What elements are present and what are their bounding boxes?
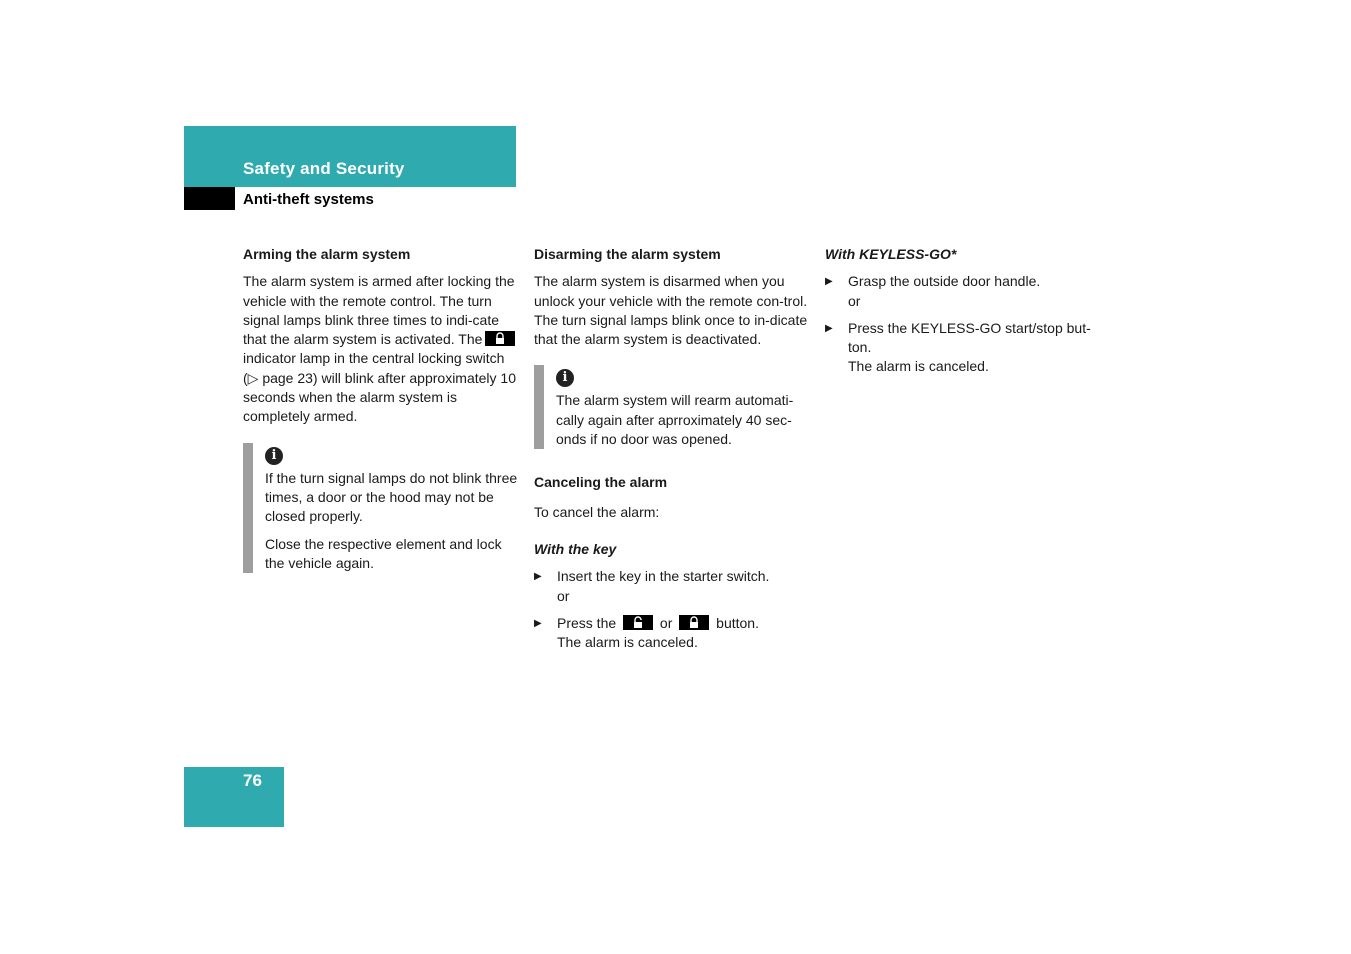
info-icon: i	[556, 369, 574, 387]
heading-with-key: With the key	[534, 540, 617, 557]
step-press-keyless-button: ▶ Press the KEYLESS-GO start/stop but-ton. The alarm is canceled.	[825, 319, 1091, 375]
arrow-icon: ▶	[825, 276, 833, 288]
info-note-rearm	[534, 365, 810, 449]
heading-disarming: Disarming the alarm system	[534, 246, 721, 262]
unlock-icon	[623, 615, 653, 630]
column-disarming	[534, 245, 810, 660]
heading-canceling: Canceling the alarm	[534, 474, 668, 491]
arrow-icon: ▶	[825, 322, 833, 334]
subsection-title: Anti-theft systems	[243, 191, 374, 208]
page-number-box	[184, 767, 284, 827]
note-bar	[534, 365, 544, 449]
arrow-icon: ▶	[534, 617, 542, 629]
lock-icon	[679, 615, 709, 630]
note-text: The alarm system will rearm automati-cally again after aprroximately 40 sec-onds if no door was opened.	[556, 392, 794, 448]
note-text: Close the respective element and lock the vehicle again.	[265, 535, 502, 571]
result-text: The alarm is canceled.	[557, 634, 698, 651]
page-number: 76	[243, 771, 262, 790]
section-title: Safety and Security	[243, 159, 405, 178]
info-icon: i	[265, 447, 283, 465]
lock-icon	[485, 331, 515, 346]
info-note-arming	[243, 443, 519, 573]
column-arming	[243, 245, 519, 591]
arming-lamp-sentence: The indicator lamp in the central locking switch (▷ page 23) will blink after approximately 10 seconds when the alarm system is completely armed.	[243, 331, 517, 425]
note-text: If the turn signal lamps do not blink three times, a door or the hood may not be closed properly.	[265, 469, 518, 525]
step-insert-key: ▶ Insert the key in the starter switch. or	[534, 568, 770, 604]
result-text: The alarm is canceled.	[848, 358, 989, 375]
cancel-intro: To cancel the alarm:	[534, 503, 660, 520]
note-bar	[243, 443, 253, 573]
arrow-icon: ▶	[534, 571, 542, 583]
step-grasp-handle: ▶ Grasp the outside door handle. or	[825, 273, 1041, 309]
section-tab-marker	[184, 187, 235, 210]
step-press-button: ▶ Press the or button. The alarm is canceled.	[534, 614, 759, 651]
heading-keyless-go: With KEYLESS-GO*	[825, 246, 957, 262]
or-text: or	[557, 587, 570, 604]
disarming-paragraph: The alarm system is disarmed when you unlock your vehicle with the remote con-trol. The turn signal lamps blink once to in-dicate that the alarm system is deactivated.	[534, 273, 808, 348]
arming-paragraph: The alarm system is armed after locking the vehicle with the remote control. The turn signal lamps blink three times to indi-cate that the alarm system is activated. The indicator lamp in the central locking switch (▷ page 23) will blink after approximately 10 seconds when the alarm system is completely armed.	[243, 272, 519, 426]
heading-arming: Arming the alarm system	[243, 246, 411, 262]
column-keyless-go	[825, 245, 1105, 385]
or-text: or	[848, 292, 861, 309]
